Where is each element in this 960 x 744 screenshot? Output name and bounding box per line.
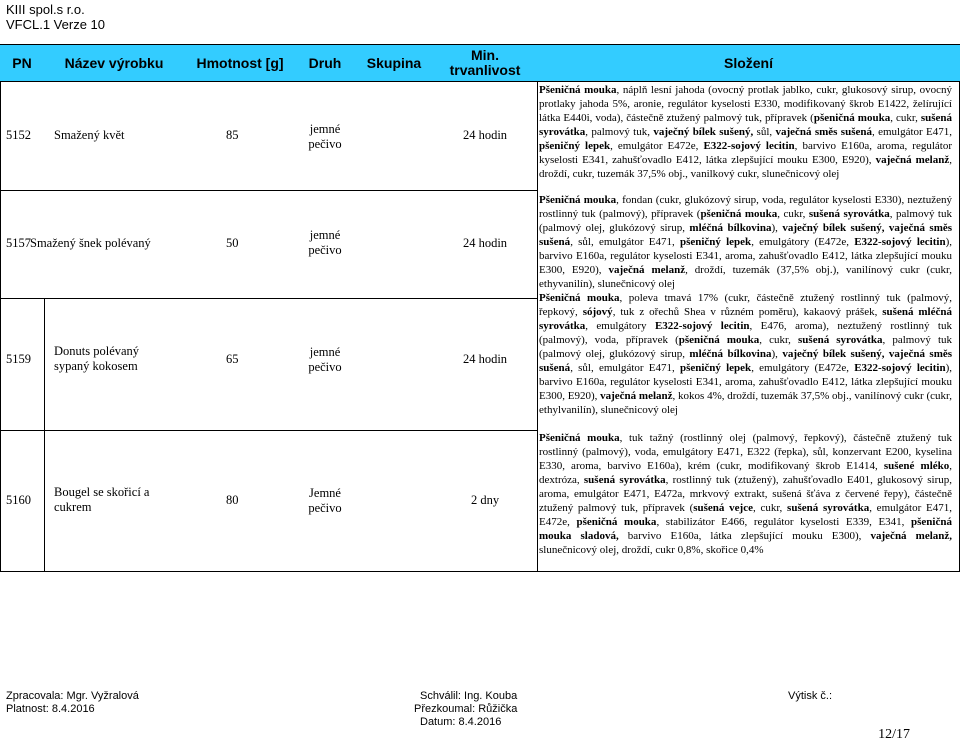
ingredient-text: , poleva tmavá 17% (cukr, částečně ztužený rostlinný tuk (palmový, řepkový, [539,292,952,318]
row-divider [0,298,537,299]
footer-date: Datum: 8.4.2016 [420,716,502,728]
allergen-text: pšeničný lepek [539,140,611,152]
row-name: Smažený květ [54,127,125,142]
header-group: Skupina [366,54,422,71]
ingredient-text: ), [771,348,783,360]
ingredient-text: , cukr, [777,208,809,220]
allergen-text: pšeničná mouka [700,208,778,220]
row-pn: 5157 [6,235,31,250]
allergen-text: sušená syrovátka [787,502,870,514]
footer-valid-from: Platnost: 8.4.2016 [6,703,95,715]
row-name: Smažený šnek polévaný [30,235,151,250]
row-weight: 80 [226,492,239,507]
row-pn: 5160 [6,492,31,507]
allergen-text: pšeničná mouka [813,112,891,124]
ingredient-text: , emulgátory [585,320,655,332]
row-type: Jemné pečivo [308,486,342,515]
allergen-text: sójový [582,306,613,318]
ingredient-text: , palmový tuk (palmový olej, glukózový sirup, [539,208,952,234]
allergen-text: E322-sojový lecitin [854,236,946,248]
allergen-text: vaječná melanž [600,390,673,402]
company-name: KIII spol.s r.o. [6,2,85,17]
ingredient-text: , cukr, [759,334,799,346]
row-composition [539,291,952,417]
grid-line [537,82,538,572]
ingredient-text: , emulgátory (E472e, [751,236,855,248]
allergen-text: vaječná melanž [608,264,686,276]
allergen-text: mléčná bílkovina [689,348,772,360]
row-pn: 5152 [6,127,31,142]
page-number: 12/17 [878,727,910,742]
row-weight: 50 [226,235,239,250]
row-divider [0,190,537,191]
ingredient-text: , kokos 4%, droždí, tuzemák 37,5% obj., vanilínový cukr (cukr, ethylvanilín), slunečnicový olej [539,390,952,416]
row-composition [539,83,952,181]
row-type: jemné pečivo [308,345,342,374]
ingredient-text: , tuk tažný (rostlinný olej (palmový, řepkový), částečně ztužený tuk rostlinný (palmový), voda, emulgátory E471, E322 (řepka), sůl, konzervant E200, kyselina E330, aroma, barvivo E160a), krém (cukr, modifikovaný škrob E1414, [539,432,952,472]
allergen-text: sušená mléčná syrovátka [539,306,952,332]
row-name: Donuts polévaný sypaný kokosem [54,344,140,373]
header-type: Druh [308,54,342,71]
ingredient-text: , tuk z ořechů Shea v různém poměru), kakaový prášek, [612,306,883,318]
row-weight: 65 [226,351,239,366]
header-name: Název výrobku [64,54,164,71]
row-shelf-life: 24 hodin [462,235,508,250]
header-pn: PN [12,54,32,71]
ingredient-text: , náplň lesní jahoda (ovocný protlak jablko, cukr, glukosový sirup, ovocný protlaky jahoda 5%, aronie, regulátor kyselosti E330, modifikovaný škrob E1422, želírující látka E440i, voda), částečně ztužený palmový tuk, přípravek ( [539,84,952,124]
allergen-text: Pšeničná mouka [539,84,617,96]
allergen-text: pšeničný lepek [679,362,752,374]
allergen-text: vaječný bílek sušený, vaječná směs sušená [539,222,953,248]
allergen-text: vaječná směs sušená [775,126,872,138]
allergen-text: pšeničná mouka [678,334,760,346]
ingredient-text: , rostlinný tuk (ztužený), zahušťovadlo E401, glukosový sirup, aroma, emulgátor E471, E472a, mrkvový extrakt, sušená šťáva z červené řepy), částečně ztužený palmový tuk, přípravek ( [539,474,952,514]
ingredient-text: , E476, aroma), neztužený rostlinný tuk (palmový), voda, přípravek ( [539,320,952,346]
row-divider [0,430,537,431]
allergen-text: sušená syrovátka [808,208,890,220]
ingredient-text: , palmový tuk, [585,126,654,138]
ingredient-text: ), barvivo E160a, regulátor kyselosti E341, aroma, zahušťovadlo E412, látka zlepšující mouku E300, E920), [539,362,952,402]
allergen-text: E322-sojový lecitin [703,140,795,152]
row-type: jemné pečivo [308,122,342,151]
table-bottom-border [0,571,960,572]
header-weight: Hmotnost [g] [196,54,284,71]
ingredient-text: , cukr, [752,502,788,514]
ingredient-text: , sůl, emulgátor E471, [570,236,680,248]
ingredient-text: , stabilizátor E466, regulátor kyselosti E339, E341, [656,516,912,528]
ingredient-text: , droždí, tuzemák (37,5% obj.), vanilínový cukr (cukr, ethyvanilín), slunečnicový olej [539,264,952,290]
row-composition [539,431,952,557]
row-shelf-life: 24 hodin [462,351,508,366]
ingredient-text: , emulgátor E471, E472e, [539,502,952,528]
ingredient-text: , cukr, [890,112,921,124]
allergen-text: sušená syrovátka [798,334,883,346]
allergen-text: pšeničná mouka sladová, [539,516,952,542]
row-shelf-life: 24 hodin [462,127,508,142]
ingredient-text: , barvivo E160a, aroma, regulátor kyselosti E341, zahušťovadlo E412, látka zlepšující mouku E300, E920), [539,140,953,166]
allergen-text: Pšeničná mouka [539,194,617,206]
header-min-shelf-life: Min. trvanlivost [449,47,521,78]
ingredient-text: , emulgátor E472e, [610,140,704,152]
header-composition: Složení [723,54,773,71]
ingredient-text: ), barvivo E160a, regulátor kyselosti E341, aroma, zahušťovadlo E412, látka zlepšující mouku E300, E920), [539,236,952,276]
allergen-text: Pšeničná mouka [539,432,620,444]
ingredient-text: slunečnicový olej, droždí, cukr 0,8%, skořice 0,4% [539,544,764,556]
allergen-text: vaječná melanž, [870,530,953,542]
allergen-text: mléčná bílkovina [689,222,772,234]
ingredient-text: , dextróza, [539,460,952,486]
grid-line [44,298,45,572]
footer-reviewed-by: Přezkoumal: Růžička [414,703,518,715]
allergen-text: sušená syrovátka [539,112,953,138]
ingredient-text: ), [771,222,783,234]
row-name: Bougel se skořicí a cukrem [54,485,150,514]
ingredient-text: sůl, [753,126,776,138]
allergen-text: sušené mléko [883,460,950,472]
ingredient-text: , droždí, cukr, tuzemák 37,5% obj., vanilkový cukr, slunečnicový olej [539,154,952,180]
allergen-text: Pšeničná mouka [539,292,620,304]
footer-prepared-by: Zpracovala: Mgr. Vyžralová [6,690,139,702]
document-version: VFCL.1 Verze 10 [6,17,105,32]
row-shelf-life: 2 dny [470,492,500,507]
allergen-text: sušená vejce [693,502,753,514]
allergen-text: vaječný bílek sušený, vaječná směs sušená [539,348,953,374]
allergen-text: vaječná melanž [875,154,950,166]
row-pn: 5159 [6,351,31,366]
allergen-text: E322-sojový lecitin [854,362,946,374]
allergen-text: sušená syrovátka [583,474,666,486]
row-composition [539,193,952,291]
ingredient-text: , palmový tuk (palmový olej, glukózový sirup, [539,334,953,360]
ingredient-text: barvivo E160a, látka zlepšující mouku E300), [618,530,871,542]
ingredient-text: , sůl, emulgátor E471, [570,362,680,374]
row-weight: 85 [226,127,239,142]
allergen-text: pšeničná mouka [576,516,657,528]
table-header [0,44,960,82]
ingredient-text: , fondan (cukr, glukózový sirup, voda, regulátor kyselosti E330), neztužený rostlinný tuk (palmový), přípravek ( [539,194,952,220]
ingredient-text: , emulgátor E471, [871,126,952,138]
grid-line [0,82,1,572]
allergen-text: E322-sojový lecitin [654,320,750,332]
allergen-text: vaječný bílek sušený, [653,126,754,138]
footer-print-number: Výtisk č.: [788,690,833,702]
row-type: jemné pečivo [308,228,342,257]
allergen-text: pšeničný lepek [679,236,752,248]
footer-approved-by: Schválil: Ing. Kouba [420,690,518,702]
ingredient-text: , emulgátory (E472e, [751,362,855,374]
